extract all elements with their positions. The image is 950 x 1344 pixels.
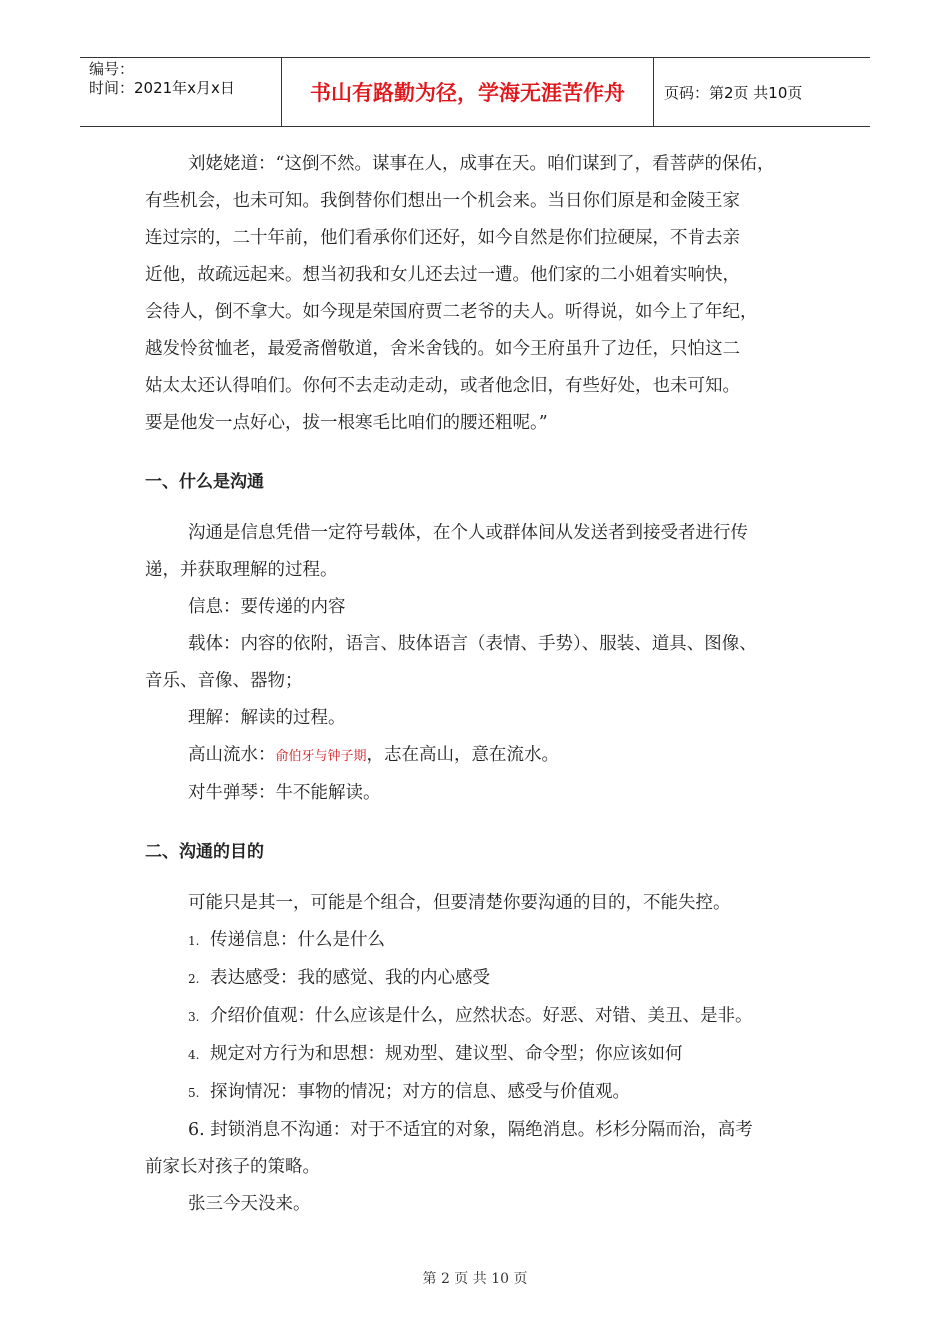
number-label: 编号：	[89, 60, 135, 78]
quote-line: 越发怜贫恤老，最爱斋僧敬道，舍米舍钱的。如今王府虽升了边任，只怕这二	[145, 339, 740, 359]
quote-line: 近他，故疏远起来。想当初我和女儿还去过一遭。他们家的二小姐着实响快，	[145, 265, 740, 285]
page-header	[80, 57, 870, 127]
list-item	[145, 998, 825, 1036]
list-number: 3.	[188, 1010, 200, 1024]
gaoshan-label: 高山流水：	[188, 745, 276, 765]
header-meta	[80, 58, 282, 126]
definition-line: 沟通是信息凭借一定符号载体，在个人或群体间从发送者到接受者进行传	[188, 523, 748, 543]
quote-block	[145, 146, 825, 442]
duiniu-line: 对牛弹琴：牛不能解读。	[188, 783, 381, 803]
list-text: 规定对方行为和思想：规劝型、建议型、命令型；你应该如何	[210, 1044, 683, 1064]
definition-line: 递，并获取理解的过程。	[145, 560, 338, 580]
quote-line: 连过宗的，二十年前，他们看承你们还好，如今自然是你们拉硬屎，不肯去亲	[145, 228, 740, 248]
list-text: 介绍价值观：什么应该是什么，应然状态。好恶、对错、美丑、是非。	[210, 1006, 753, 1026]
carrier-line: 音乐、音像、器物；	[145, 671, 303, 691]
list-item-6: 6. 封锁消息不沟通：对于不适宜的对象，隔绝消息。杉杉分隔而治，高考	[188, 1120, 753, 1140]
section1-heading: 一、什么是沟通	[145, 472, 264, 492]
quote-line: 要是他发一点好心，拔一根寒毛比咱们的腰还粗呢。”	[145, 413, 548, 433]
zhangsan-line: 张三今天没来。	[188, 1194, 311, 1214]
list-item	[145, 922, 825, 960]
page-footer: 第 2 页 共 10 页	[422, 1271, 528, 1287]
list-text: 探询情况：事物的情况；对方的信息、感受与价值观。	[210, 1082, 630, 1102]
header-motto: 书山有路勤为径，学海无涯苦作舟	[282, 58, 654, 126]
understand-line: 理解：解读的过程。	[188, 708, 346, 728]
document-body	[145, 146, 825, 1223]
list-item	[145, 960, 825, 998]
purpose-intro: 可能只是其一，可能是个组合，但要清楚你要沟通的目的，不能失控。	[188, 893, 731, 913]
time-label: 时间：2021年x月x日	[89, 79, 235, 97]
list-text: 传递信息：什么是什么	[210, 930, 385, 950]
gaoshan-text: ，志在高山，意在流水。	[366, 745, 560, 765]
quote-line: 刘姥姥道：“这倒不然。谋事在人，成事在天。咱们谋到了，看菩萨的保佑，	[188, 154, 775, 174]
info-line: 信息：要传递的内容	[188, 597, 346, 617]
list-item	[145, 1074, 825, 1112]
quote-line: 有些机会，也未可知。我倒替你们想出一个机会来。当日你们原是和金陵王家	[145, 191, 740, 211]
carrier-line: 载体：内容的依附，语言、肢体语言（表情、手势）、服装、道具、图像、	[188, 634, 757, 654]
list-item	[145, 1036, 825, 1074]
header-page-info: 页码：第2页 共10页	[664, 83, 803, 102]
list-number: 2.	[188, 972, 200, 986]
quote-line: 会待人，倒不拿大。如今现是荣国府贾二老爷的夫人。听得说，如今上了年纪，	[145, 302, 758, 322]
gaoshan-annotation: 俞伯牙与钟子期	[275, 749, 367, 764]
list-number: 5.	[188, 1086, 200, 1100]
list-text: 表达感受：我的感觉、我的内心感受	[210, 968, 490, 988]
list-item-6-continued: 前家长对孩子的策略。	[145, 1157, 320, 1177]
list-number: 1.	[188, 934, 200, 948]
quote-line: 姑太太还认得咱们。你何不去走动走动，或者他念旧，有些好处，也未可知。	[145, 376, 740, 396]
gaoshan-line	[145, 737, 825, 775]
list-number: 4.	[188, 1048, 200, 1062]
section2-heading: 二、沟通的目的	[145, 842, 264, 862]
